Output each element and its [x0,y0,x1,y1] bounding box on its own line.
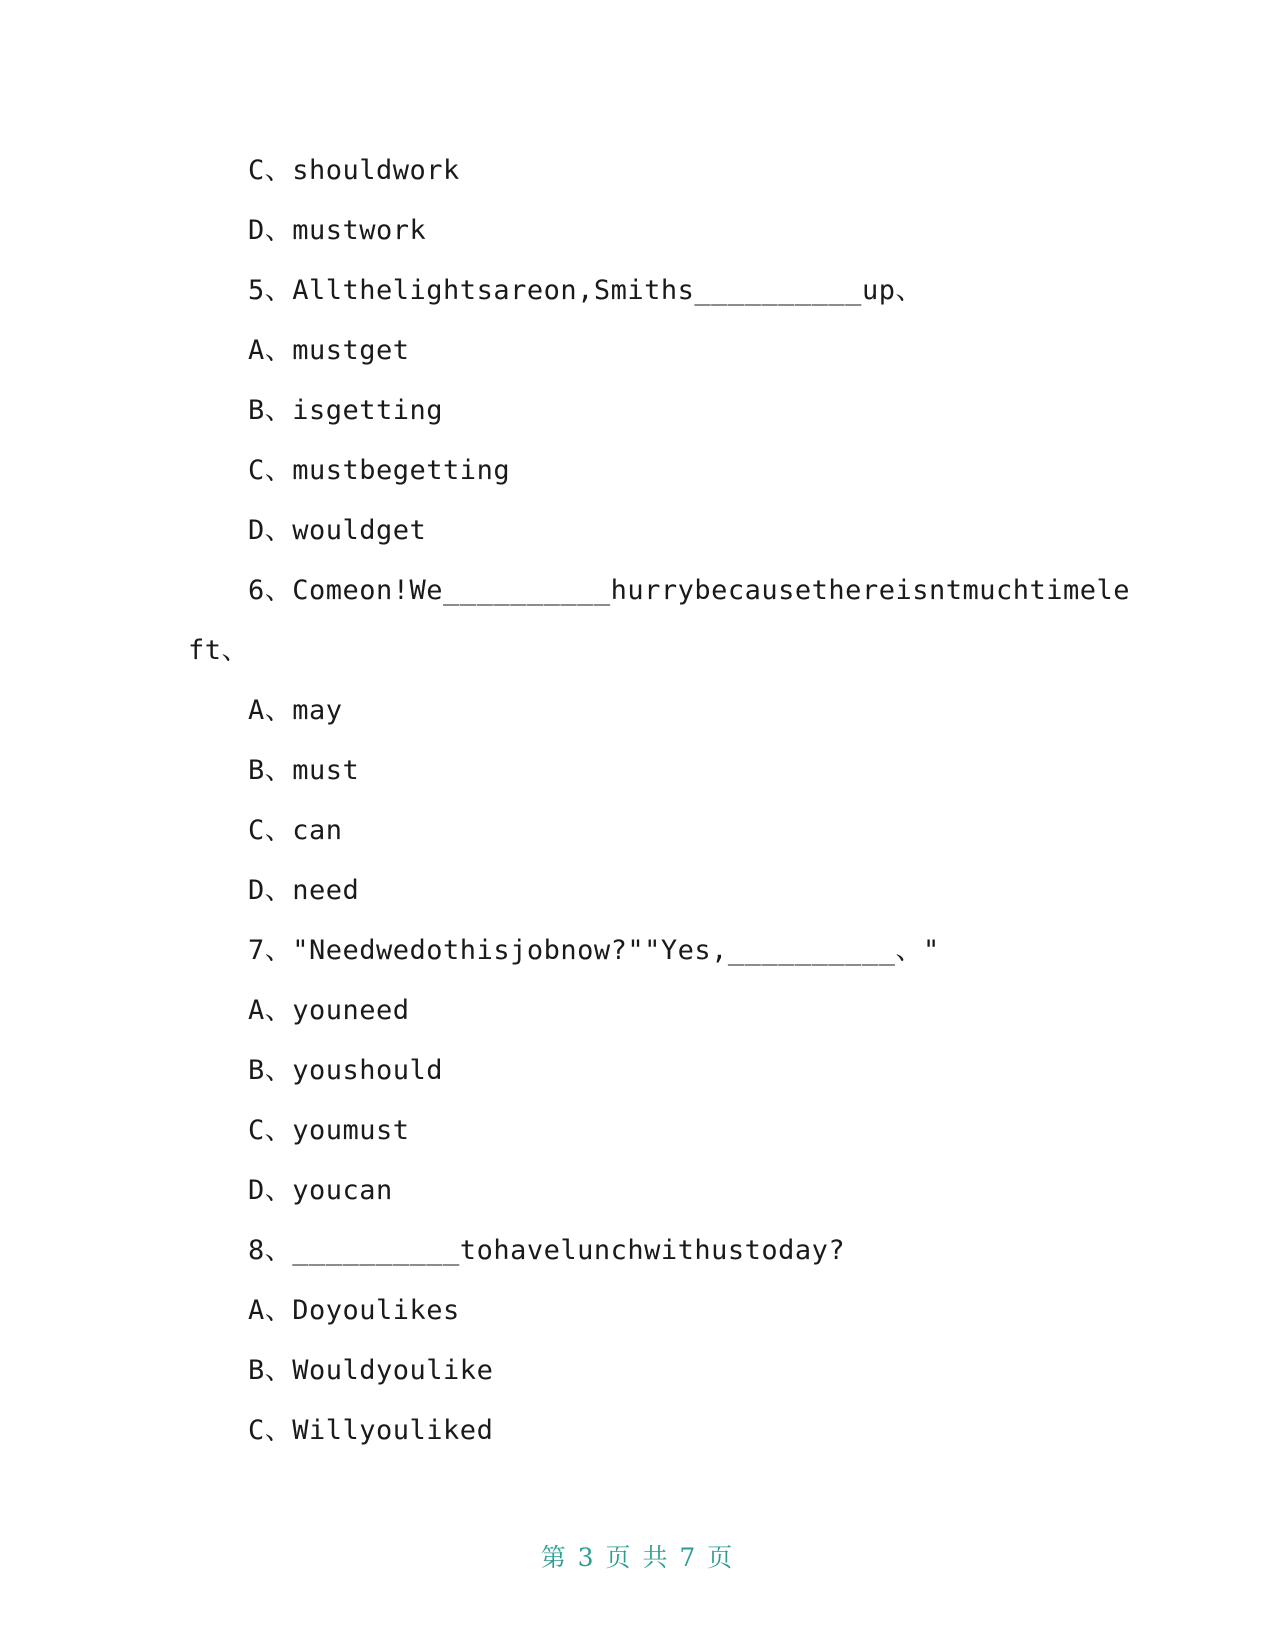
option-a-q6: A、may [248,695,343,726]
option-a-q7: A、youneed [248,995,410,1026]
option-c-q8: C、Willyouliked [248,1415,494,1446]
option-c-q4: C、shouldwork [248,155,460,186]
option-c-q7: C、youmust [248,1115,410,1146]
option-b-q8: B、Wouldyoulike [248,1355,494,1386]
question-8: 8、__________tohavelunchwithustoday? [248,1235,846,1266]
option-c-q5: C、mustbegetting [248,455,511,486]
option-d-q6: D、need [248,875,360,906]
question-7: 7、"Needwedothisjobnow?""Yes,__________、" [248,935,940,966]
option-c-q6: C、can [248,815,343,846]
option-a-q5: A、mustget [248,335,410,366]
option-d-q4: D、mustwork [248,215,427,246]
question-5: 5、Allthelightsareon,Smiths__________up、 [248,275,923,306]
option-b-q5: B、isgetting [248,395,444,426]
option-b-q7: B、youshould [248,1055,444,1086]
page-footer: 第 3 页 共 7 页 [540,1543,735,1572]
question-6-continuation: ft、 [188,635,250,666]
option-b-q6: B、must [248,755,360,786]
option-d-q5: D、wouldget [248,515,427,546]
question-6: 6、Comeon!We__________hurrybecausethereisntmuchtimele [248,575,1131,606]
option-d-q7: D、youcan [248,1175,393,1206]
option-a-q8: A、Doyoulikes [248,1295,460,1326]
